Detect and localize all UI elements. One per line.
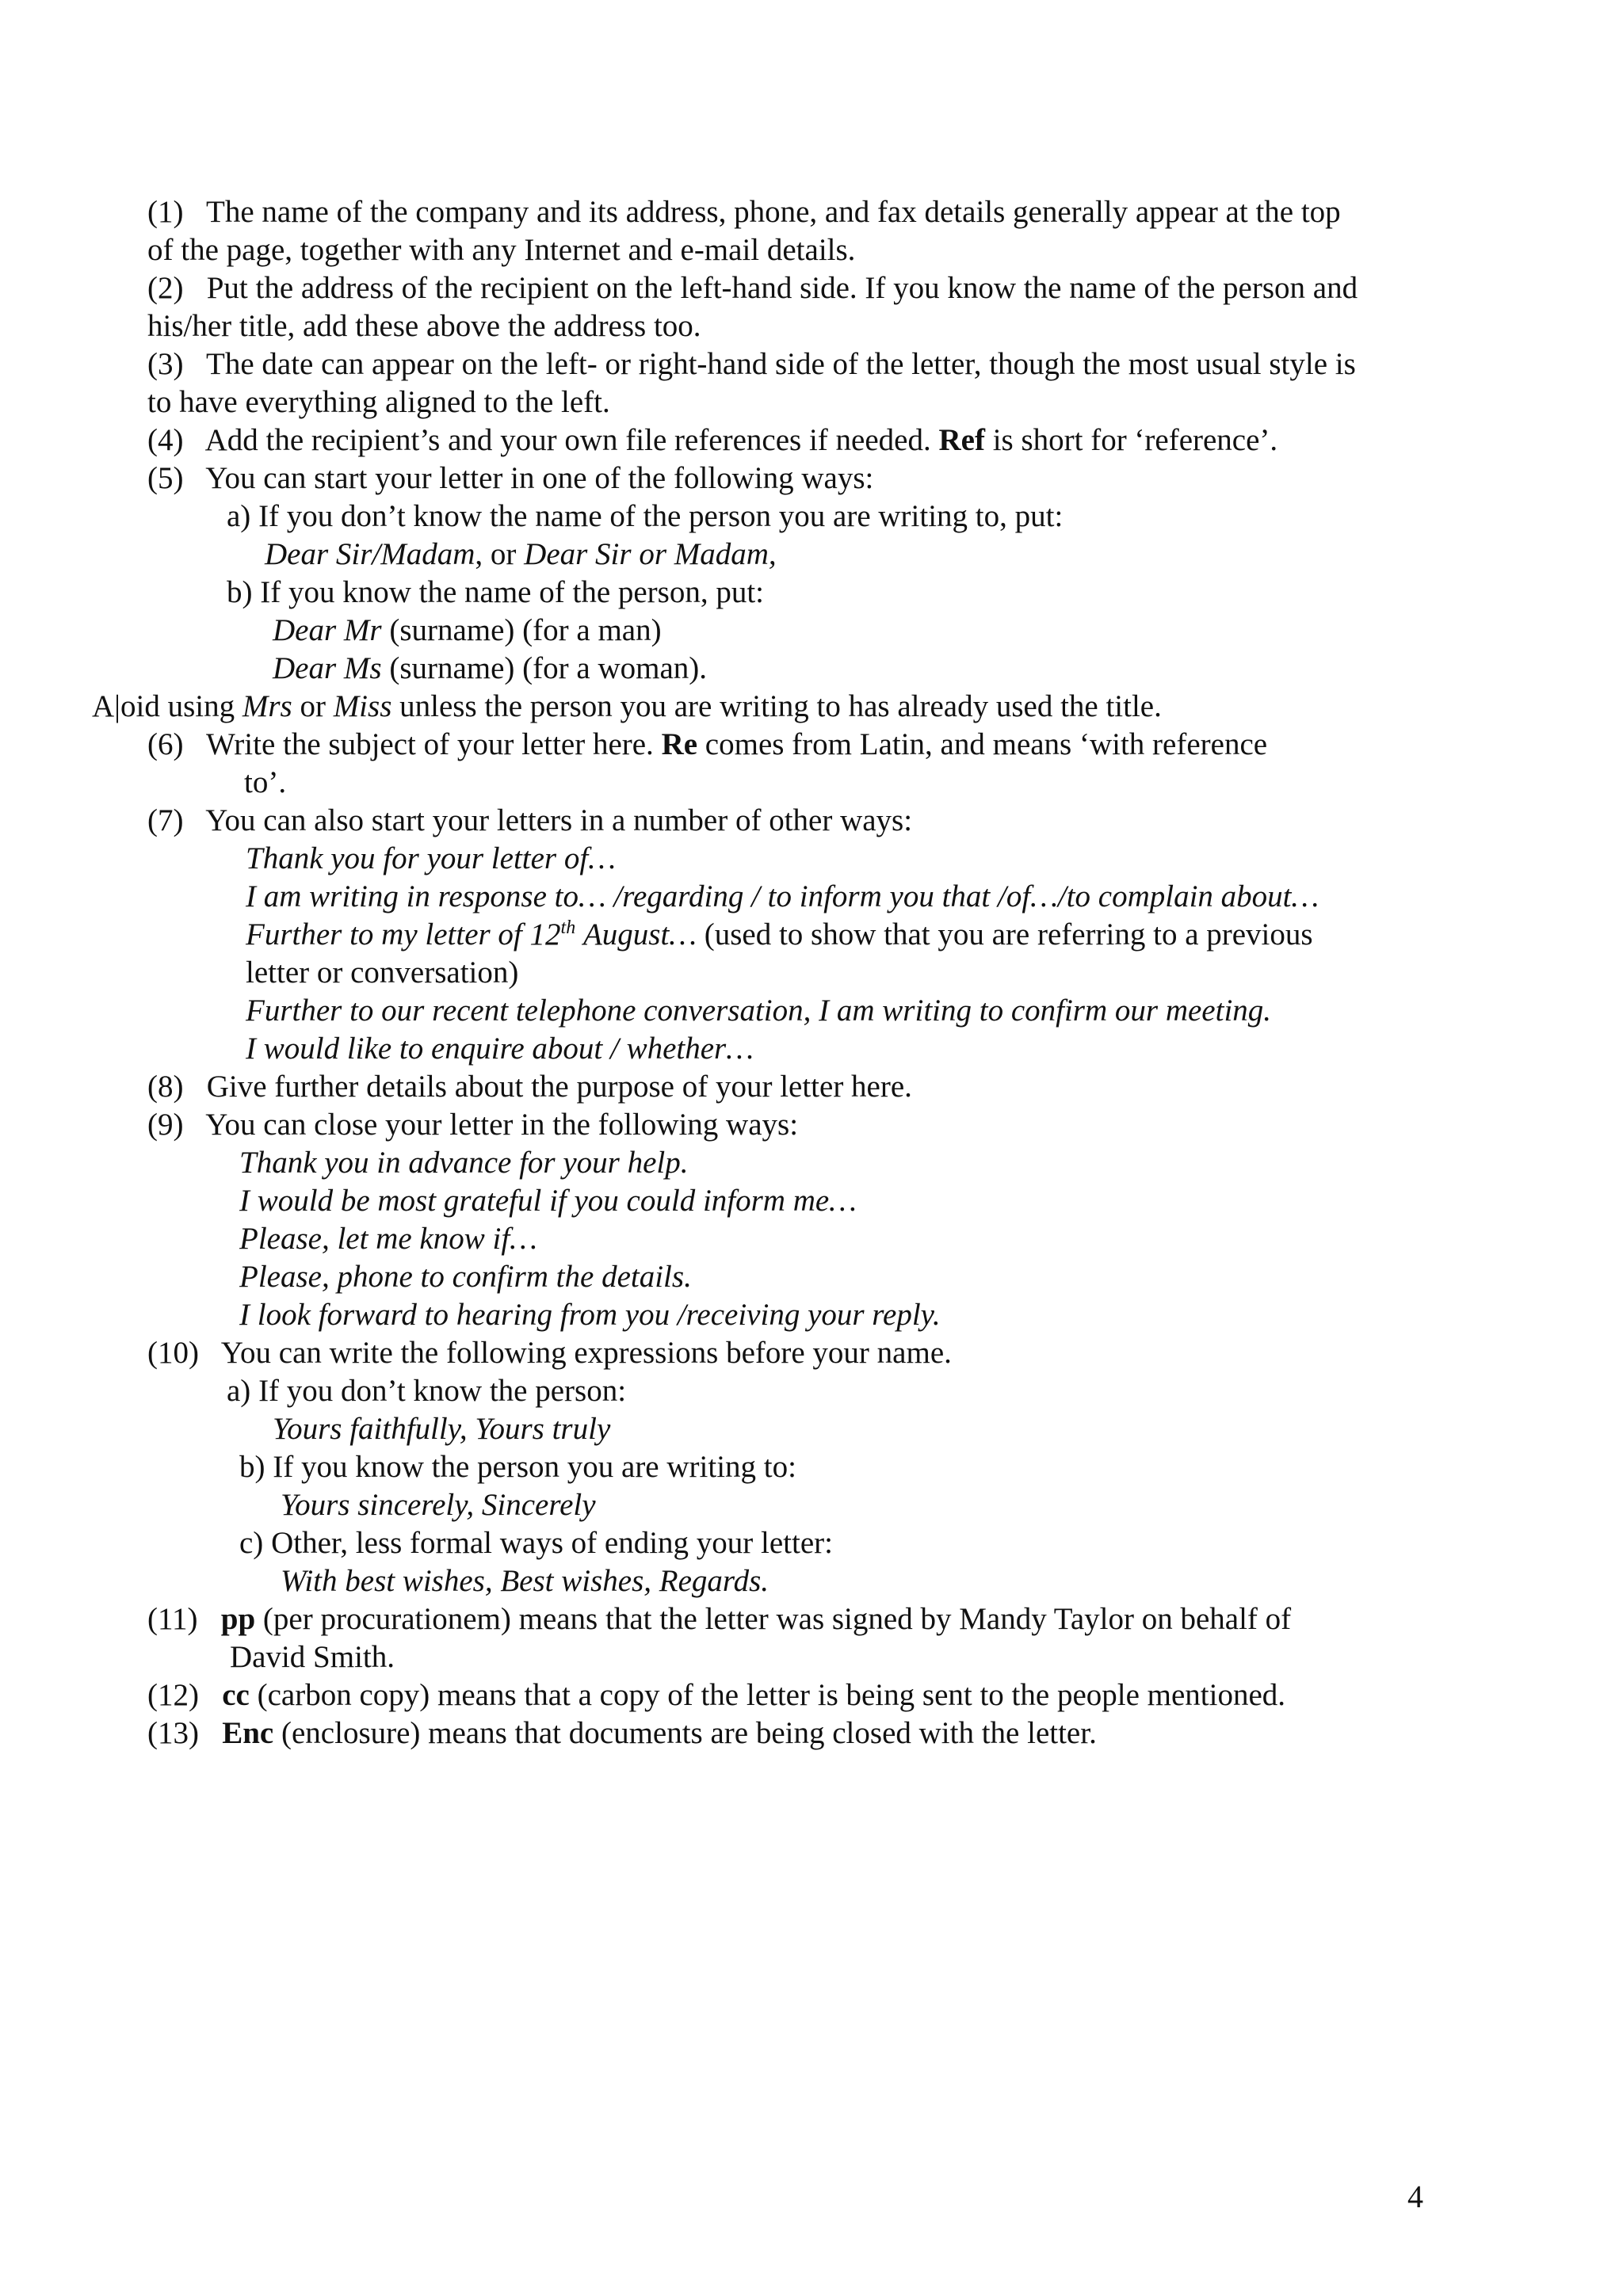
avoid-text: or [300, 689, 326, 723]
note-3-line-2 [147, 384, 610, 421]
note-text: of the page, together with any Internet and e-mail details. [147, 233, 856, 267]
note-text: The name of the company and its address, phone, and fax details generally appear at the top [206, 195, 1341, 229]
note-10-item-a-example [273, 1411, 610, 1447]
example-text: Yours faithfully, Yours truly [273, 1412, 611, 1446]
example-text: Dear Sir or Madam, [524, 537, 777, 571]
note-number: (2) [147, 271, 184, 305]
example-text: I am writing in response to… /regarding / to inform you that /of…/to complain about… [246, 879, 1319, 913]
note-9-example-2 [239, 1183, 857, 1219]
note-8-line-1 [147, 1069, 912, 1105]
item-label: b) [239, 1450, 265, 1484]
note-keyword: Ref [938, 423, 985, 457]
avoid-text: oid using [120, 689, 235, 723]
note-number: (9) [147, 1108, 184, 1142]
note-6-line-1 [147, 727, 1267, 763]
note-text: comes from Latin, and means ‘with reference [705, 727, 1268, 761]
note-keyword: cc [222, 1678, 250, 1712]
item-label: c) [239, 1526, 264, 1560]
note-5-item-b [227, 574, 764, 611]
note-10-item-b-example [281, 1487, 596, 1524]
note-5-item-a-example [265, 536, 777, 573]
example-text: Thank you for your letter of… [246, 841, 616, 875]
note-5-item-a [227, 498, 1063, 535]
example-text: I would be most grateful if you could inform me… [239, 1184, 857, 1218]
note-text: Give further details about the purpose of your letter here. [206, 1070, 912, 1104]
note-7-example-5 [246, 1031, 754, 1067]
note-text: You can write the following expressions before your name. [220, 1336, 952, 1370]
note-2-line-1 [147, 270, 1358, 307]
note-number: (10) [147, 1336, 199, 1370]
note-9-example-1 [239, 1145, 688, 1181]
note-text: his/her title, add these above the address too. [147, 309, 701, 343]
note-7-example-3 [246, 917, 1313, 953]
note-5-item-b-example-2 [273, 650, 707, 687]
item-text: If you know the person you are writing to: [273, 1450, 796, 1484]
note-text: (enclosure) means that documents are being closed with the letter. [281, 1716, 1097, 1750]
note-number: (5) [147, 461, 184, 495]
example-text: August… [582, 917, 697, 952]
item-label: b) [227, 575, 253, 609]
item-label: a) [227, 1374, 251, 1408]
example-text: Dear Sir/Madam [265, 537, 475, 571]
note-text: You can start your letter in one of the following ways: [205, 461, 874, 495]
note-7-line-1 [147, 803, 912, 839]
item-text: If you don’t know the person: [258, 1374, 627, 1408]
note-number: (8) [147, 1070, 184, 1104]
avoid-text: unless the person you are writing to has already used the title. [399, 689, 1162, 723]
example-text: Please, phone to confirm the details. [239, 1260, 692, 1294]
item-text: If you know the name of the person, put: [260, 575, 765, 609]
note-10-item-c [239, 1525, 833, 1562]
note-2-line-2 [147, 308, 701, 345]
note-text: (per procurationem) means that the letter was signed by Mandy Taylor on behalf of [262, 1602, 1292, 1636]
example-text: I look forward to hearing from you /receiving your reply. [239, 1298, 941, 1332]
note-number: (12) [147, 1678, 199, 1712]
note-text: Put the address of the recipient on the left-hand side. If you know the name of the person and [206, 271, 1358, 305]
note-text: to have everything aligned to the left. [147, 385, 610, 419]
note-number: (11) [147, 1602, 198, 1636]
example-text: Dear Mr [273, 613, 382, 647]
note-number: (1) [147, 195, 184, 229]
note-text: The date can appear on the left- or right-hand side of the letter, though the most usual style is [206, 347, 1356, 381]
example-text: With best wishes, Best wishes, Regards. [281, 1564, 769, 1598]
avoid-title: Miss [333, 689, 392, 723]
note-7-example-2 [246, 879, 1319, 915]
example-separator: , or [475, 537, 525, 571]
note-5-item-b-example-1 [273, 612, 662, 649]
note-text: David Smith. [230, 1640, 395, 1674]
note-text: (carbon copy) means that a copy of the letter is being sent to the people mentioned. [257, 1678, 1286, 1712]
note-9-example-5 [239, 1297, 941, 1333]
note-keyword: pp [220, 1602, 256, 1636]
note-keyword: Enc [222, 1716, 274, 1750]
note-text: is short for ‘reference’. [992, 423, 1278, 457]
note-9-line-1 [147, 1107, 798, 1143]
note-text: Write the subject of your letter here. [206, 727, 654, 761]
avoid-text: A [92, 689, 115, 723]
example-text: Further to our recent telephone conversation, I am writing to confirm our meeting. [246, 994, 1272, 1028]
note-11-line-2 [230, 1639, 395, 1676]
item-label: a) [227, 499, 251, 533]
note-1-line-2 [147, 232, 855, 269]
note-7-example-3-cont [246, 955, 518, 991]
text-cursor-icon: | [114, 689, 120, 723]
note-keyword: Re [661, 727, 698, 761]
example-text: I would like to enquire about / whether… [246, 1032, 754, 1066]
note-text: You can close your letter in the following ways: [205, 1108, 799, 1142]
note-10-item-c-example [281, 1563, 769, 1600]
note-7-example-1 [246, 841, 616, 877]
example-text: Dear Ms [273, 651, 382, 685]
note-number: (3) [147, 347, 184, 381]
page-number: 4 [1407, 2179, 1423, 2214]
note-12-line-1 [147, 1677, 1285, 1714]
note-text: You can also start your letters in a number of other ways: [205, 803, 913, 837]
note-3-line-1 [147, 346, 1356, 383]
note-number: (6) [147, 727, 184, 761]
note-10-item-a [227, 1373, 626, 1409]
item-text: Other, less formal ways of ending your letter: [271, 1526, 833, 1560]
note-4-line-1 [147, 422, 1277, 459]
note-number: (4) [147, 423, 184, 457]
note-13-line-1 [147, 1715, 1097, 1752]
note-11-line-1 [147, 1601, 1291, 1638]
note-5-line-1 [147, 460, 873, 497]
note-1-line-1 [147, 194, 1341, 231]
note-9-example-4 [239, 1259, 692, 1295]
note-text: to’. [244, 765, 287, 799]
example-text: Please, let me know if… [239, 1222, 537, 1256]
note-9-example-3 [239, 1221, 537, 1257]
example-note: (used to show that you are referring to a previous [704, 917, 1313, 952]
note-5-avoid-line [92, 688, 1162, 725]
note-6-line-2 [244, 765, 286, 801]
note-10-line-1 [147, 1335, 952, 1371]
note-10-item-b [239, 1449, 796, 1486]
example-note: (surname) (for a man) [389, 613, 662, 647]
note-7-example-4 [246, 993, 1271, 1029]
item-text: If you don’t know the name of the person you are writing to, put: [258, 499, 1064, 533]
example-note: letter or conversation) [246, 955, 519, 990]
example-note: (surname) (for a woman). [389, 651, 707, 685]
note-text: Add the recipient’s and your own file references if needed. [204, 423, 931, 457]
note-number: (13) [147, 1716, 199, 1750]
example-superscript: th [560, 917, 576, 938]
note-number: (7) [147, 803, 184, 837]
example-text: Thank you in advance for your help. [239, 1146, 689, 1180]
example-text: Further to my letter of 12 [246, 917, 561, 952]
example-text: Yours sincerely, Sincerely [281, 1488, 596, 1522]
avoid-title: Mrs [242, 689, 292, 723]
